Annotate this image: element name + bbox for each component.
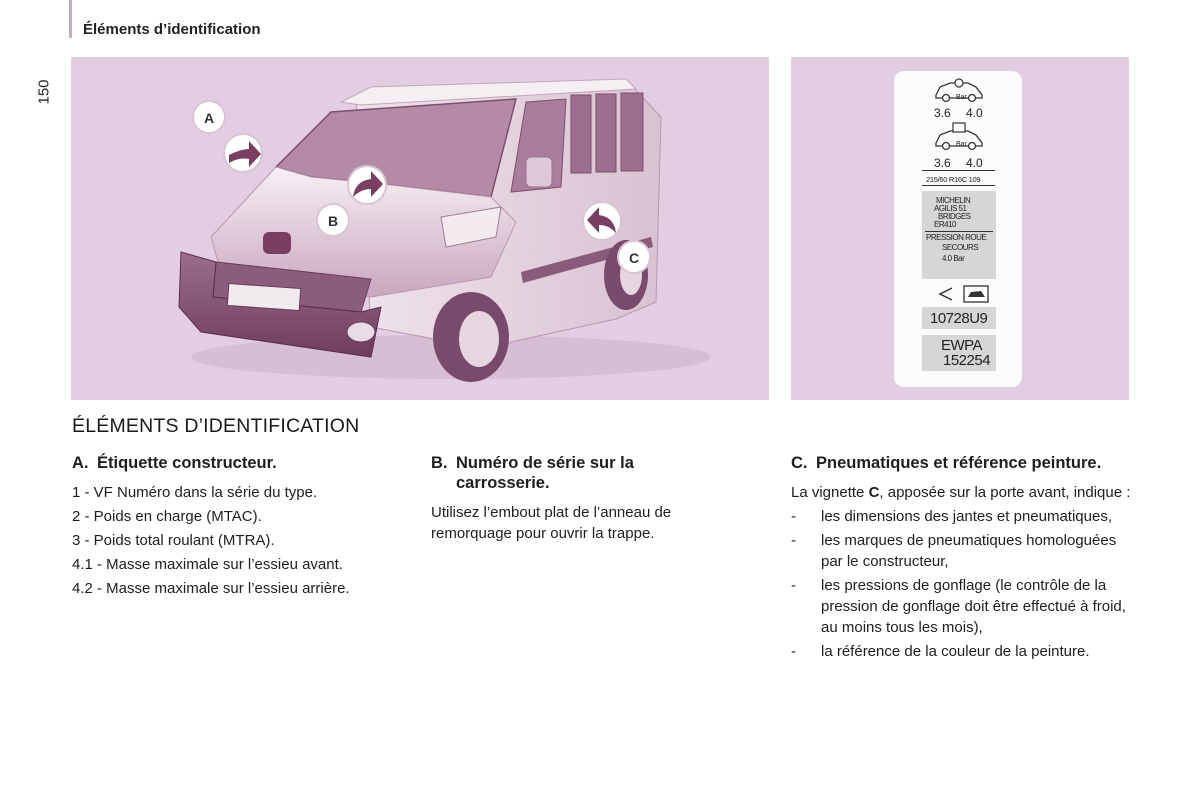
dash-bullet: - [791,532,796,549]
section-c-intro-end: , apposée sur la porte avant, indique : [879,484,1131,501]
pressure-row-2-rear: 4.0 [966,156,983,170]
list-item: 1 - VF Numéro dans la série du type. [72,484,318,501]
section-title: ÉLÉMENTS D’IDENTIFICATION [72,415,360,437]
list-item-text: les pressions de gonflage (le contrôle de la pression de gonflage doit être effectué à froid, au moins tous les mois), [821,577,1126,636]
spare-wheel-line-2: SECOURS [942,243,979,252]
tyre-brand-4: ER410 [934,220,956,229]
running-head: Éléments d’identification [83,21,261,38]
ewpa-box [922,335,996,371]
section-c-heading [791,453,1136,473]
list-item [791,641,1136,662]
van-illustration [71,57,769,400]
pressure-row-1-rear: 4.0 [966,106,983,120]
spare-wheel-line-1: PRESSION ROUE [926,233,987,242]
bar-unit-2: Bar [956,141,967,148]
section-b-body: Utilisez l’embout plat de l’anneau de remorquage pour ouvrir la trappe. [431,504,672,542]
tyre-brand-box [922,191,996,279]
dash-bullet: - [791,577,796,594]
paint-code: 10728U9 [930,310,988,327]
callout-c-label: C [628,250,640,266]
list-item [791,530,1136,572]
tyre-size: 215/60 R16C 109 [926,175,981,184]
section-c-letter: C. [791,454,808,472]
pressure-row-1-front: 3.6 [934,106,951,120]
spare-wheel-pressure: 4.0 Bar [942,254,965,263]
section-a-title: Étiquette constructeur. [97,454,277,472]
bar-unit-1: Bar [956,94,967,101]
callout-b-label: B [327,213,339,229]
page-side-marker [69,0,72,38]
list-item [791,575,1136,638]
tyre-brand-3: BRIDGES [938,212,971,221]
section-a-letter: A. [72,454,89,472]
dash-bullet: - [791,508,796,525]
section-c-title: Pneumatiques et référence peinture. [816,454,1102,472]
section-c [791,453,1136,665]
list-item: 3 - Poids total roulant (MTRA). [72,532,275,549]
van-drawing [71,57,769,400]
section-c-intro [791,482,1136,503]
section-b-heading [431,453,731,493]
label-rule-1 [922,170,995,171]
list-item-text: les marques de pneumatiques homologuées par le constructeur, [821,532,1117,570]
section-c-list [791,506,1136,662]
list-item-text: les dimensions des jantes et pneumatiques, [821,508,1113,525]
section-b-title: Numéro de série sur la carrosserie. [456,454,634,492]
list-item: 4.2 - Masse maximale sur l’essieu arrière. [72,580,350,597]
list-item [791,506,1136,527]
pressure-row-2-front: 3.6 [934,156,951,170]
ewpa-number: 152254 [943,352,991,369]
label-rule-2 [922,185,995,186]
section-a-heading [72,453,402,473]
tyre-brand-1: MICHELIN [936,196,971,205]
section-a [72,453,402,602]
section-b-letter: B. [431,454,448,472]
callout-a-label: A [203,110,215,126]
ewpa-code: EWPA [941,337,983,354]
paint-code-box [922,307,996,329]
section-b [431,453,731,547]
tyre-label-illustration [791,57,1129,400]
tyre-paint-label [894,71,1022,387]
dash-bullet: - [791,643,796,660]
section-c-intro-label: C [868,484,880,501]
page-number: 150 [35,79,53,105]
list-item: 2 - Poids en charge (MTAC). [72,508,262,525]
list-item-text: la référence de la couleur de la peinture. [821,643,1090,660]
section-c-intro-start: La vignette [791,484,869,501]
section-a-list [72,482,402,599]
paint-code-icon [934,283,990,305]
tyre-brand-2: AGILIS 51 [934,204,967,213]
list-item: 4.1 - Masse maximale sur l’essieu avant. [72,556,343,573]
